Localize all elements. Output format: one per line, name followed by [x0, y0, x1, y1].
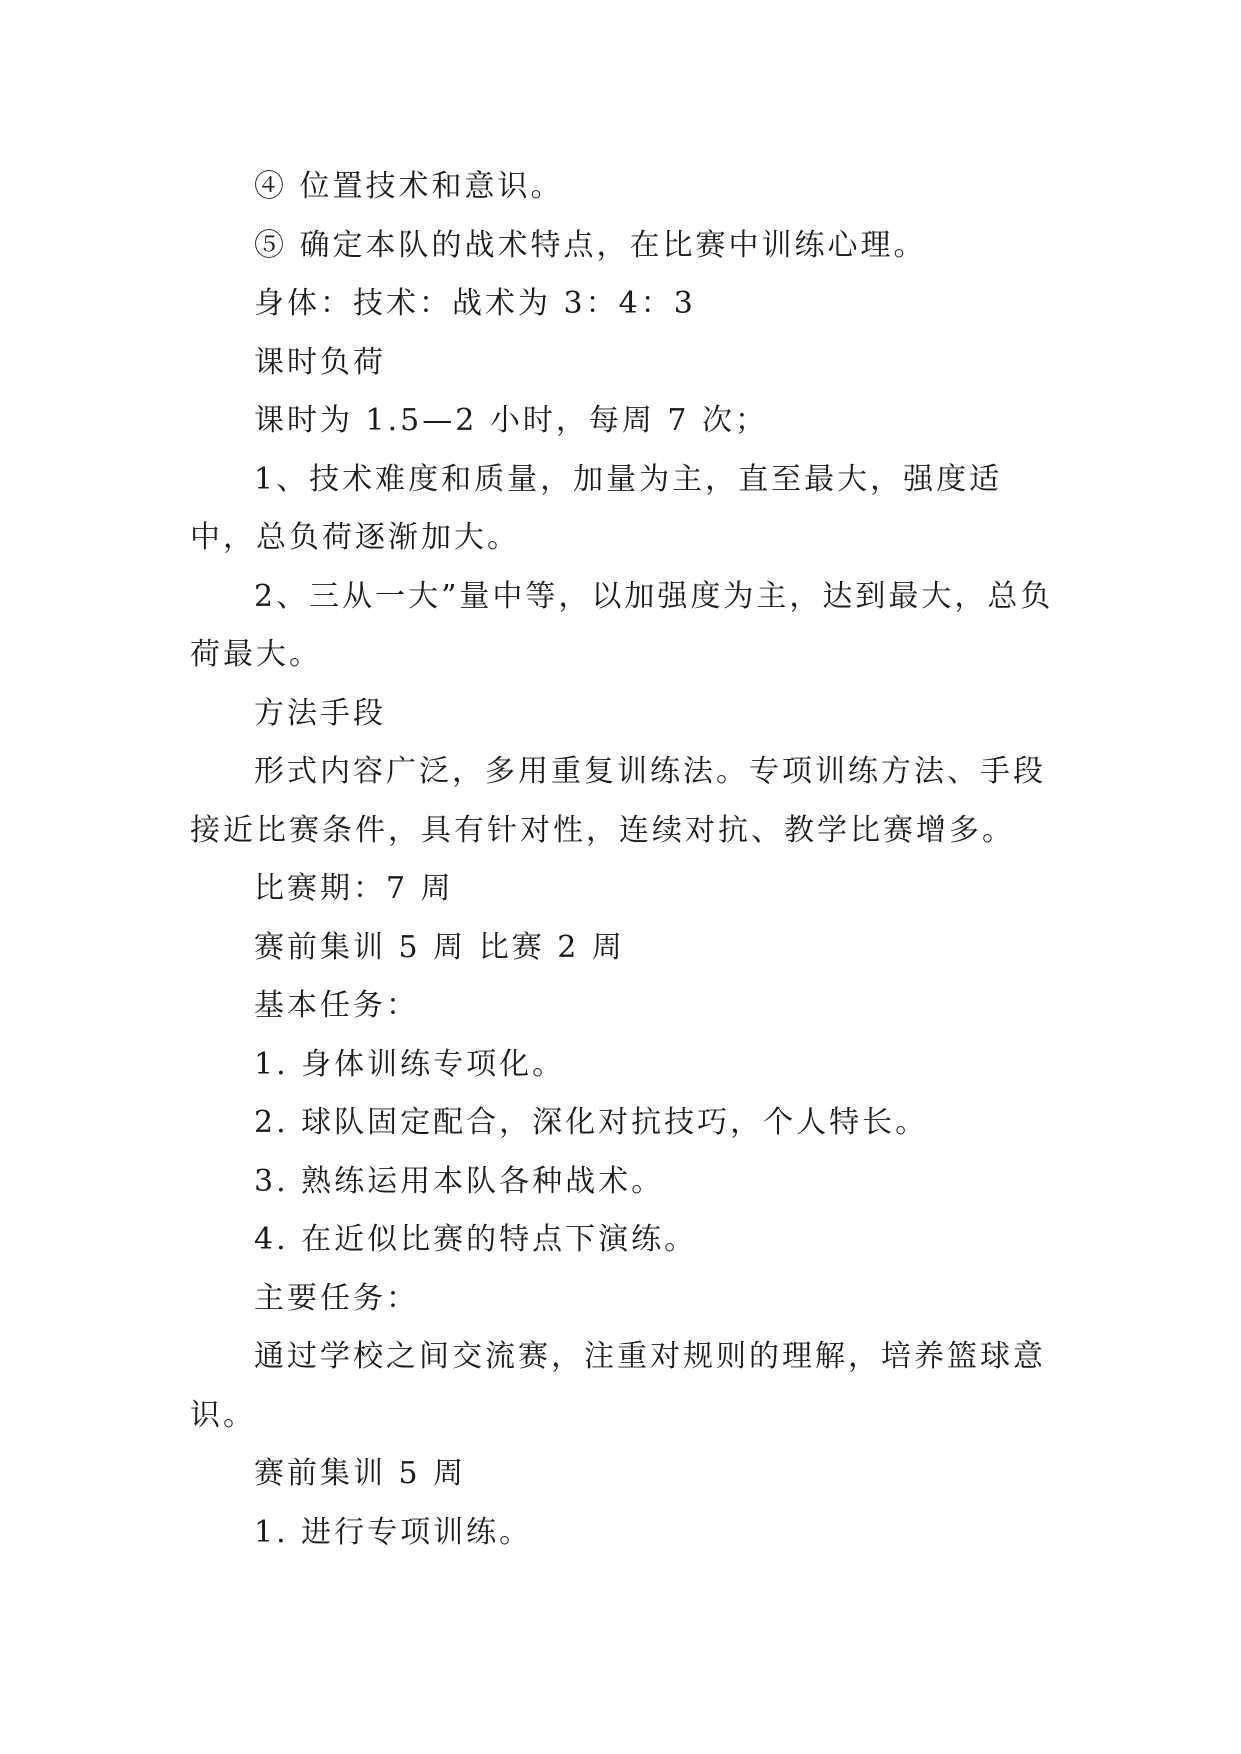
section-heading-basic-tasks: 基本任务： [254, 988, 419, 1023]
paragraph-load-item-2: 2、三从一大”量中等，以加强度为主，达到最大，总负荷最大。 [190, 578, 1054, 672]
paragraph-session-duration: 课时为 1.5—2 小时，每周 7 次； [254, 403, 769, 438]
section-heading-methods: 方法手段 [254, 695, 386, 731]
section-heading-load: 课时负荷 [254, 344, 386, 380]
list-item-basic-task-3: 3. 熟练运用本队各种战术。 [254, 1163, 665, 1199]
list-item-basic-task-2: 2. 球队固定配合，深化对抗技巧，个人特长。 [254, 1105, 929, 1140]
paragraph-main-tasks: 通过学校之间交流赛，注重对规则的理解，培养篮球意识。 [190, 1339, 1046, 1433]
paragraph-load-item-1: 1、技术难度和质量，加量为主，直至最大，强度适中，总负荷逐渐加大。 [190, 461, 1003, 555]
paragraph-camp-and-match: 赛前集训 5 周 比赛 2 周 [254, 929, 625, 965]
list-item-camp-task-1: 1. 进行专项训练。 [254, 1514, 533, 1550]
paragraph-methods: 形式内容广泛，多用重复训练法。专项训练方法、手段接近比赛条件，具有针对性，连续对抗、教学比赛增多。 [190, 754, 1046, 848]
section-heading-main-tasks: 主要任务： [254, 1280, 419, 1316]
list-item-basic-task-1: 1. 身体训练专项化。 [254, 1046, 566, 1082]
paragraph-ratio: 身体：技术：战术为 3：4：3 [254, 286, 696, 321]
document-body [190, 158, 1060, 1562]
section-heading-pre-match-camp: 赛前集训 5 周 [254, 1456, 467, 1491]
list-item-basic-task-4: 4. 在近似比赛的特点下演练。 [254, 1222, 698, 1257]
paragraph-training-item-4: ④ 位置技术和意识。 [254, 169, 564, 204]
paragraph-training-item-5: ⑤ 确定本队的战术特点，在比赛中训练心理。 [254, 227, 927, 263]
paragraph-competition-period: 比赛期：7 周 [254, 871, 454, 906]
